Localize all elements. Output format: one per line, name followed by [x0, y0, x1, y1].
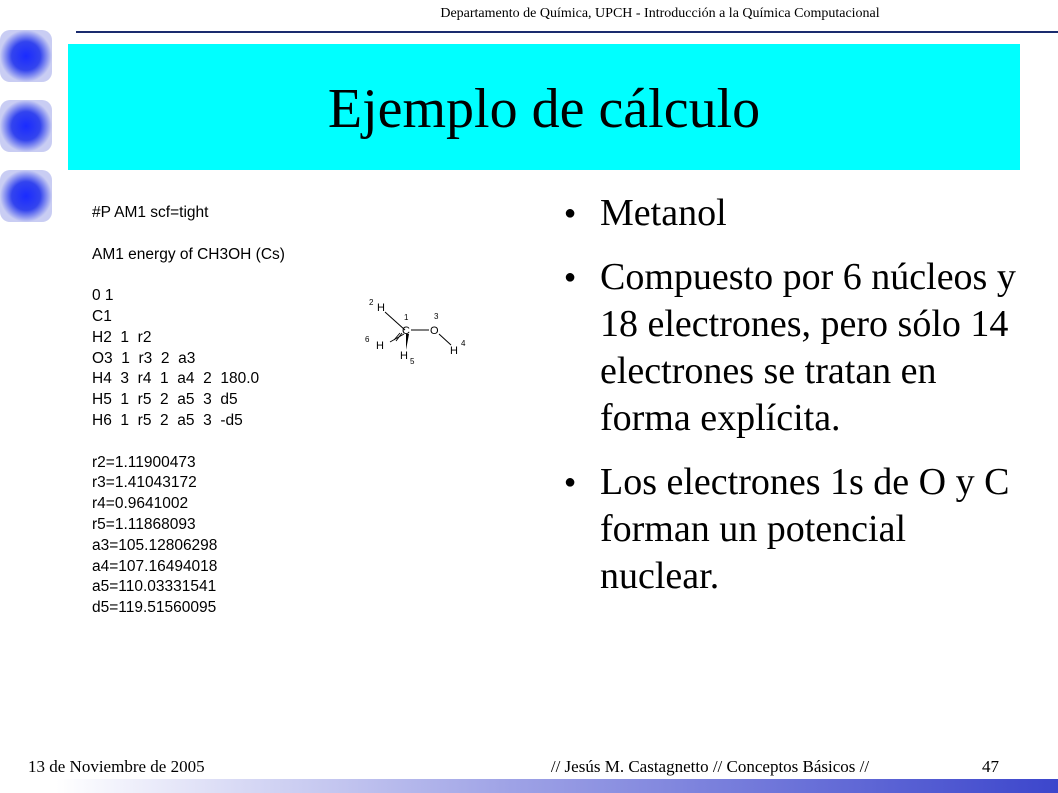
input-line	[92, 432, 285, 453]
bullet-item	[560, 459, 1030, 600]
decorative-dot-icon	[0, 30, 52, 82]
header-text: Departamento de Química, UPCH - Introducción a la Química Computacional	[440, 6, 880, 21]
input-line: H5 1 r5 2 a5 3 d5	[92, 391, 238, 409]
input-line: H4 3 r4 1 a4 2 180.0	[92, 370, 260, 388]
input-line: r3=1.41043172	[92, 474, 197, 492]
atom-h5: H	[400, 350, 408, 362]
input-line: H6 1 r5 2 a5 3 -d5	[92, 411, 243, 429]
slide-title: Ejemplo de cálculo	[327, 78, 761, 140]
atom-h4: H	[450, 345, 458, 357]
decorative-dot-icon	[0, 170, 52, 222]
input-line: r5=1.11868093	[92, 515, 196, 533]
input-line	[92, 265, 285, 286]
atom-h6: H	[376, 340, 384, 352]
bullet-marker-icon: ●	[564, 202, 577, 224]
bullet-item	[560, 254, 1030, 442]
input-file	[92, 203, 285, 619]
input-line: 0 1	[92, 287, 114, 305]
bullet-marker-icon: ●	[564, 266, 577, 288]
page-number: 47	[982, 757, 999, 776]
bullet-marker-icon: ●	[564, 471, 577, 493]
methanol-structure	[360, 292, 475, 367]
footer-bar	[56, 779, 1058, 793]
input-line: #P AM1 scf=tight	[92, 204, 209, 221]
input-line: r4=0.9641002	[92, 495, 189, 513]
input-line: H2 1 r2	[92, 328, 152, 346]
footer-author: // Jesús M. Castagnetto // Conceptos Básicos //	[550, 757, 870, 776]
input-line: AM1 energy of CH3OH (Cs)	[92, 245, 285, 263]
input-line	[92, 224, 285, 245]
atom-number-5: 5	[410, 357, 415, 366]
bullet-item	[560, 190, 1030, 237]
input-line: a3=105.12806298	[92, 536, 218, 554]
bullet-list	[560, 190, 1030, 617]
footer-date: 13 de Noviembre de 2005	[28, 757, 205, 776]
header-rule	[76, 31, 1058, 33]
bullet-text: Los electrones 1s de O y C forman un potencial nuclear.	[600, 461, 1010, 597]
input-line: a4=107.16494018	[92, 557, 218, 575]
atom-number-1: 1	[404, 313, 409, 322]
decorative-dot-icon	[0, 100, 52, 152]
atom-number-6: 6	[365, 335, 370, 344]
atom-h2: H	[377, 302, 385, 314]
input-line: a5=110.03331541	[92, 578, 217, 596]
input-line: C1	[92, 307, 112, 325]
input-line: r2=1.11900473	[92, 453, 196, 471]
atom-number-3: 3	[434, 312, 439, 321]
bullet-text: Metanol	[600, 192, 727, 234]
atom-number-2: 2	[369, 298, 374, 307]
atom-number-4: 4	[461, 339, 466, 348]
atom-o3: O	[430, 325, 439, 337]
bullet-text: Compuesto por 6 núcleos y 18 electrones, pero sólo 14 electrones se tratan en forma explícita.	[600, 256, 1016, 439]
input-line: d5=119.51560095	[92, 599, 217, 617]
atom-c1: C	[402, 325, 410, 337]
input-line: O3 1 r3 2 a3	[92, 349, 196, 367]
